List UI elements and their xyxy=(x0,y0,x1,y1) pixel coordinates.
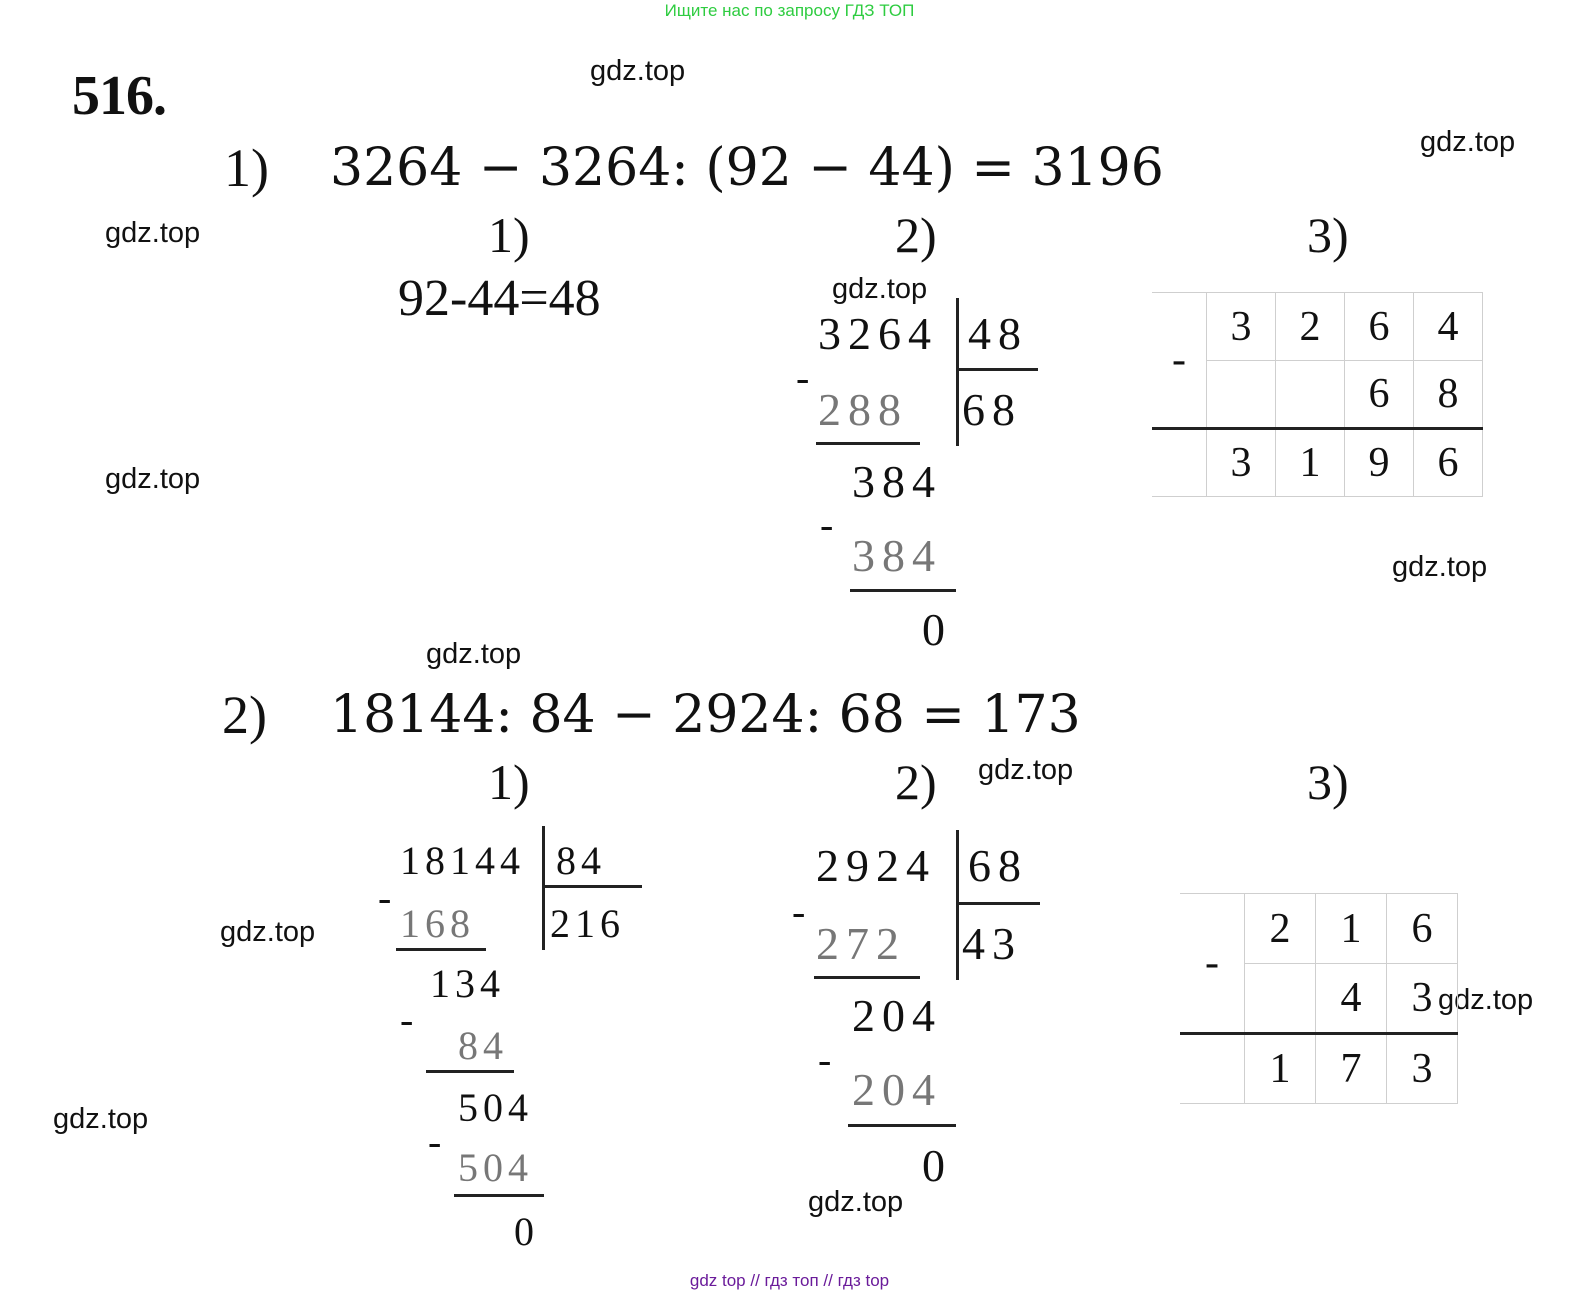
result-digit: 3 xyxy=(1207,429,1276,497)
footer-separator: // xyxy=(823,1271,833,1290)
task1-label: 1) xyxy=(224,138,269,198)
watermark: gdz.top xyxy=(53,1103,149,1135)
division-bracket-horizontal xyxy=(958,902,1040,905)
final-remainder: 0 xyxy=(514,1209,539,1254)
footer xyxy=(0,1270,1579,1292)
digit-cell: 1 xyxy=(1316,894,1387,964)
task1-step3-label: 3) xyxy=(1307,207,1349,263)
watermark: gdz.top xyxy=(105,463,201,495)
division-bracket-vertical xyxy=(956,298,959,446)
quotient: 216 xyxy=(550,901,625,946)
dividend: 3264 xyxy=(818,308,938,359)
minus-sign: - xyxy=(1205,940,1219,986)
sign-cell xyxy=(1152,429,1207,497)
digit-cell: 3 xyxy=(1387,964,1458,1034)
digit-cell xyxy=(1245,964,1316,1034)
digit-cell: 6 xyxy=(1345,293,1414,361)
remainder: 134 xyxy=(430,961,505,1006)
footer-link-b[interactable]: гдз топ xyxy=(764,1271,819,1290)
division-bracket-horizontal xyxy=(544,885,642,888)
dividend: 18144 xyxy=(400,838,525,883)
subtrahend: 204 xyxy=(852,1064,942,1115)
watermark: gdz.top xyxy=(590,55,686,87)
digit-cell: 2 xyxy=(1245,894,1316,964)
minus-sign: - xyxy=(796,355,810,400)
top-banner: Ищите нас по запросу ГДЗ ТОП xyxy=(664,1,915,20)
watermark: gdz.top xyxy=(105,217,201,249)
division-bracket-vertical xyxy=(542,826,545,950)
division-bracket-vertical xyxy=(956,830,959,980)
footer-separator: // xyxy=(750,1271,760,1290)
result-digit: 1 xyxy=(1276,429,1345,497)
minus-sign: - xyxy=(378,875,392,920)
division-bracket-horizontal xyxy=(958,368,1038,371)
minus-sign: - xyxy=(792,889,806,934)
divisor: 48 xyxy=(968,308,1028,359)
remainder: 384 xyxy=(852,456,942,507)
quotient: 68 xyxy=(962,384,1022,435)
final-remainder: 0 xyxy=(922,604,952,655)
result-digit: 7 xyxy=(1316,1034,1387,1104)
minus-sign: - xyxy=(400,997,414,1042)
digit-cell: 6 xyxy=(1345,361,1414,429)
result-digit: 1 xyxy=(1245,1034,1316,1104)
underline xyxy=(816,442,920,445)
dividend: 2924 xyxy=(816,840,936,891)
task2-expression: 18144: 84 − 2924: 68 = 173 xyxy=(330,685,1081,745)
remainder: 504 xyxy=(458,1085,533,1130)
task1-step2-label: 2) xyxy=(895,207,937,263)
watermark: gdz.top xyxy=(426,638,522,670)
divisor: 68 xyxy=(968,840,1028,891)
divisor: 84 xyxy=(556,838,606,883)
underline xyxy=(814,976,920,979)
task2-subtraction-grid xyxy=(1180,893,1458,1104)
underline xyxy=(850,589,956,592)
result-digit: 9 xyxy=(1345,429,1414,497)
task1-subtraction-grid xyxy=(1152,292,1483,497)
subtrahend: 84 xyxy=(458,1023,508,1068)
underline xyxy=(396,948,486,951)
minus-sign: - xyxy=(820,502,834,547)
subtrahend: 384 xyxy=(852,530,942,581)
subtrahend: 504 xyxy=(458,1145,533,1190)
result-digit: 3 xyxy=(1387,1034,1458,1104)
quotient: 43 xyxy=(962,918,1022,969)
watermark: gdz.top xyxy=(1420,126,1516,158)
subtrahend: 272 xyxy=(816,918,906,969)
task1-expression: 3264 − 3264: (92 − 44) = 3196 xyxy=(330,138,1164,198)
footer-link-a[interactable]: gdz top xyxy=(689,1271,746,1290)
result-digit: 6 xyxy=(1414,429,1483,497)
digit-cell: 3 xyxy=(1207,293,1276,361)
digit-cell: 6 xyxy=(1387,894,1458,964)
watermark: gdz.top xyxy=(1438,984,1534,1016)
underline xyxy=(848,1124,956,1127)
minus-sign: - xyxy=(428,1119,442,1164)
digit-cell: 8 xyxy=(1414,361,1483,429)
digit-cell xyxy=(1207,361,1276,429)
task1-step1-label: 1) xyxy=(488,207,530,263)
digit-cell xyxy=(1276,361,1345,429)
watermark: gdz.top xyxy=(220,916,316,948)
watermark: gdz.top xyxy=(1392,551,1488,583)
digit-cell: 4 xyxy=(1414,293,1483,361)
underline xyxy=(426,1070,514,1073)
minus-sign: - xyxy=(1172,337,1186,383)
task2-step2-label: 2) xyxy=(895,754,937,810)
minus-sign: - xyxy=(818,1037,832,1082)
watermark: gdz.top xyxy=(832,273,928,305)
task2-step1-label: 1) xyxy=(488,754,530,810)
sign-cell xyxy=(1180,1034,1245,1104)
task2-label: 2) xyxy=(222,685,267,745)
watermark: gdz.top xyxy=(978,754,1074,786)
sign-cell xyxy=(1180,894,1245,1034)
final-remainder: 0 xyxy=(922,1140,952,1191)
sign-cell xyxy=(1152,293,1207,429)
digit-cell: 2 xyxy=(1276,293,1345,361)
subtrahend: 288 xyxy=(818,384,908,435)
digit-cell: 4 xyxy=(1316,964,1387,1034)
subtrahend: 168 xyxy=(400,901,475,946)
task1-step1-calc: 92-44=48 xyxy=(398,270,601,327)
task2-step3-label: 3) xyxy=(1307,754,1349,810)
problem-number: 516. xyxy=(72,65,166,127)
footer-link-c[interactable]: гдз top xyxy=(837,1271,890,1290)
underline xyxy=(454,1194,544,1197)
remainder: 204 xyxy=(852,990,942,1041)
watermark: gdz.top xyxy=(808,1186,904,1218)
